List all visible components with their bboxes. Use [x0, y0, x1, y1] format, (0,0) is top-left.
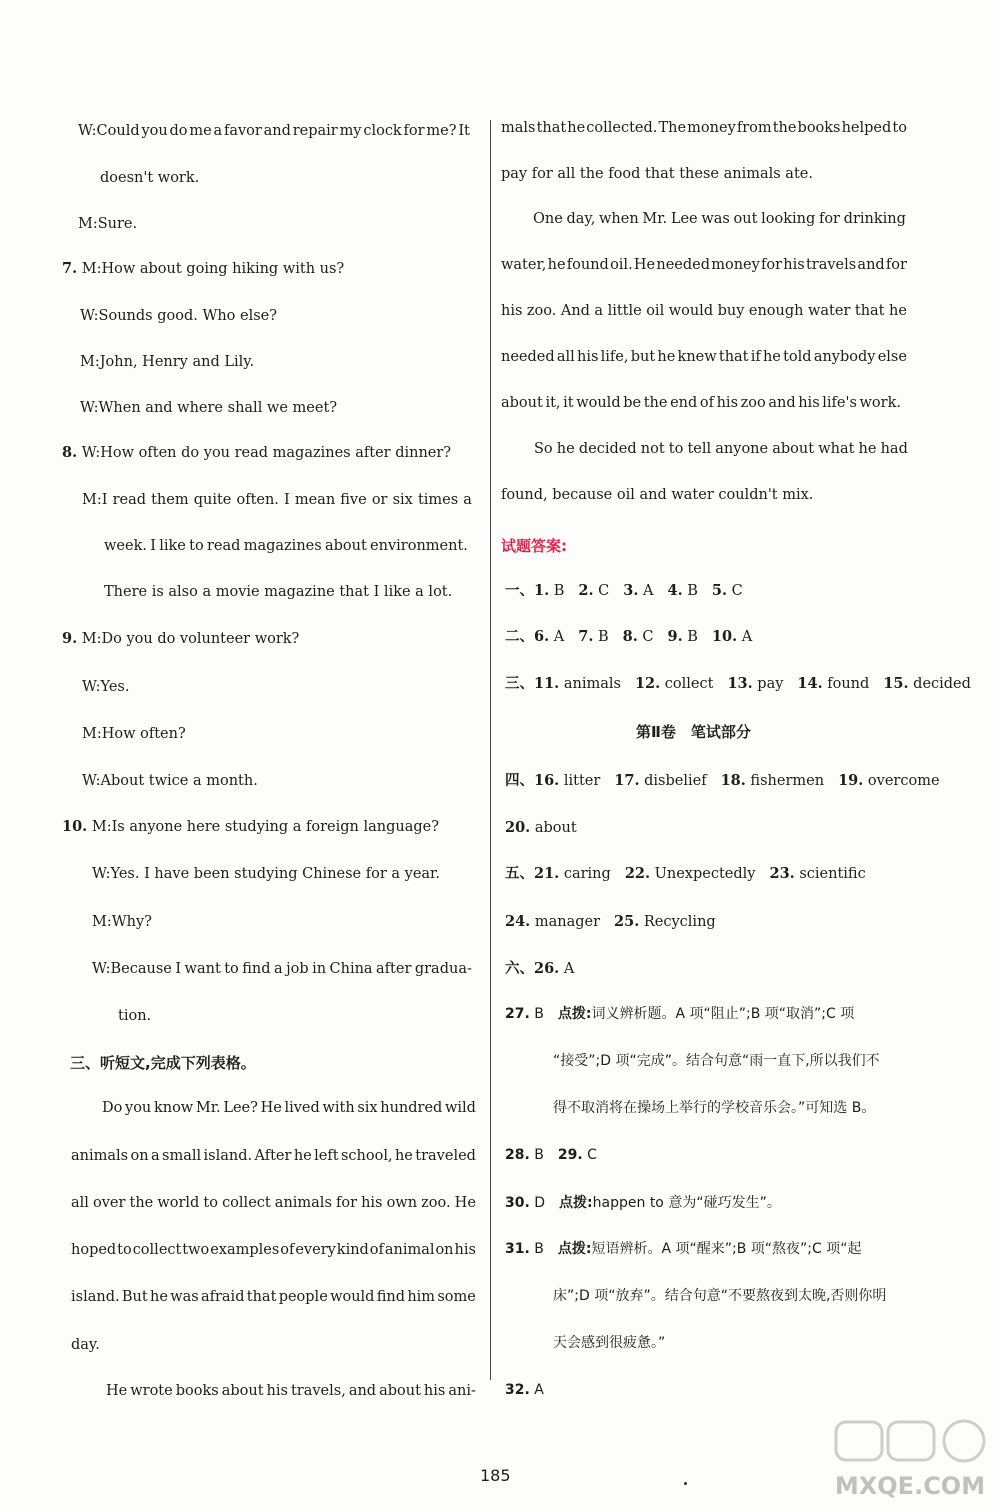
answer-note-line: 床”;D 项“放弃”。结合句意“不要熬夜到太晚,否则你明 [553, 1288, 887, 1304]
decorative-dot [684, 1482, 687, 1485]
answer-row: 24. manager 25. Recycling [505, 913, 716, 930]
text-line: tion. [118, 1008, 152, 1024]
text-line: W:Because I want to find a job in China after gradua- [92, 961, 472, 977]
text-line: found, because oil and water couldn't mix. [501, 487, 814, 503]
answer-title: 试题答案: [501, 537, 567, 555]
answer-row: 四、16. litter 17. disbelief 18. fishermen 19. overcome [505, 772, 940, 789]
answer-note-line: 得不取消将在操场上举行的学校音乐会。”可知选 B。 [553, 1100, 876, 1116]
column-divider [490, 120, 491, 1380]
text-line: One day, when Mr. Lee was out looking for drinking [533, 211, 906, 227]
text-line: M:Why? [92, 914, 152, 930]
text-line: Do you know Mr. Lee? He lived with six hundred wild [102, 1100, 476, 1116]
part2-title: 第Ⅱ卷 笔试部分 [636, 723, 751, 741]
text-line: W:When and where shall we meet? [80, 400, 338, 416]
answer-note-line: 天会感到很疲惫。” [553, 1335, 666, 1351]
text-line: M:I read them quite often. I mean five or six times a [82, 492, 472, 508]
answer-note: 28. B 29. C [505, 1147, 597, 1163]
text-line: W:Yes. I have been studying Chinese for a year. [92, 866, 440, 882]
text-line: about it, it would be the end of his zoo and his life's work. [501, 395, 901, 411]
text-line: animals on a small island. After he left school, he traveled [71, 1148, 476, 1164]
text-line: 9. M:Do you do volunteer work? [62, 630, 300, 647]
text-line: his zoo. And a little oil would buy enough water that he [501, 303, 907, 319]
text-line: W:Yes. [82, 679, 130, 695]
watermark-logo [828, 1418, 993, 1502]
watermark-text: MXQE.COM [834, 1472, 986, 1500]
answer-note: 27. B 点拨:词义辨析题。A 项“阻止”;B 项“取消”;C 项 [505, 1006, 855, 1022]
answer-row: 三、11. animals 12. collect 13. pay 14. found 15. decided [505, 675, 971, 692]
text-line: mals that he collected. The money from the books helped to [501, 120, 907, 136]
text-line: pay for all the food that these animals ate. [501, 166, 813, 182]
text-line: So he decided not to tell anyone about what he had [534, 441, 908, 457]
text-line: needed all his life, but he knew that if he told anybody else [501, 349, 907, 365]
text-line: There is also a movie magazine that I like a lot. [104, 584, 453, 600]
text-line: 7. M:How about going hiking with us? [62, 260, 345, 277]
text-line: water, he found oil. He needed money for his travels and for [501, 257, 907, 273]
answer-row: 五、21. caring 22. Unexpectedly 23. scientific [505, 865, 866, 882]
text-line: He wrote books about his travels, and about his ani- [106, 1383, 476, 1399]
text-line: W:Sounds good. Who else? [80, 308, 278, 324]
text-line: all over the world to collect animals for his own zoo. He [71, 1195, 476, 1211]
answer-note: 31. B 点拨:短语辨析。A 项“醒来”;B 项“熬夜”;C 项“起 [505, 1241, 862, 1257]
text-line: 10. M:Is anyone here studying a foreign language? [62, 818, 440, 835]
text-line: W:Could you do me a favor and repair my clock for me? It [78, 123, 470, 139]
text-line: week. I like to read magazines about environment. [104, 538, 468, 554]
text-line: island. But he was afraid that people would find him some [71, 1289, 476, 1305]
text-line: W:About twice a month. [82, 773, 258, 789]
text-line: 8. W:How often do you read magazines after dinner? [62, 444, 452, 461]
answer-row: 六、26. A [505, 960, 575, 977]
question-number: 7. [62, 260, 78, 277]
question-number: 10. [62, 818, 88, 835]
listening-section-title: 三、听短文,完成下列表格。 [70, 1054, 256, 1072]
text-line: M:John, Henry and Lily. [80, 354, 255, 370]
text-line: day. [71, 1337, 100, 1353]
answer-note: 32. A [505, 1382, 544, 1398]
page-number: 185 [480, 1466, 511, 1485]
question-number: 8. [62, 444, 78, 461]
text-line: M:Sure. [78, 216, 138, 232]
answer-row: 20. about [505, 819, 577, 836]
text-line: M:How often? [82, 726, 186, 742]
question-number: 9. [62, 630, 78, 647]
text-line: hoped to collect two examples of every kind of animal on his [71, 1242, 476, 1258]
answer-row: 一、1. B 2. C 3. A 4. B 5. C [505, 582, 743, 599]
text-line: doesn't work. [100, 170, 200, 186]
answer-note-line: “接受”;D 项“完成”。结合句意“雨一直下,所以我们不 [553, 1053, 880, 1069]
answer-note: 30. D 点拨:happen to 意为“碰巧发生”。 [505, 1195, 781, 1211]
answer-row: 二、6. A 7. B 8. C 9. B 10. A [505, 628, 753, 645]
